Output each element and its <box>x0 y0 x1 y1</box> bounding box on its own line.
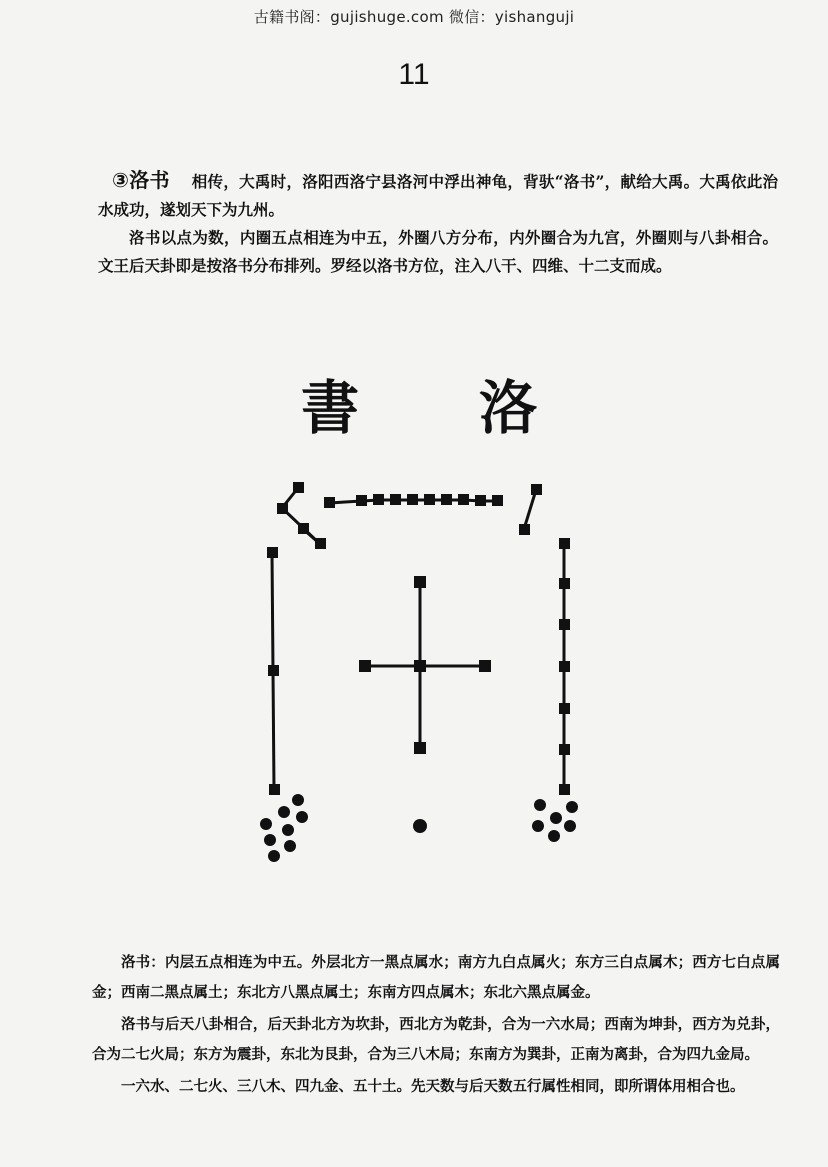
dot <box>268 850 280 862</box>
intro-paragraph-1-text: 相传，大禹时，洛阳西洛宁县洛河中浮出神龟，背驮“洛书”，献给大禹。大禹依此治水成功，遂划天下为九州。 <box>98 172 778 219</box>
dot <box>268 665 279 676</box>
dot <box>315 538 326 549</box>
dot <box>269 784 280 795</box>
intro-paragraph-1 <box>98 166 778 224</box>
dot <box>390 494 401 505</box>
intro-section <box>98 166 778 280</box>
dot <box>559 619 570 630</box>
dot <box>260 818 272 830</box>
dot <box>559 578 570 589</box>
watermark: 古籍书阁：gujishuge.com 微信：yishanguji <box>253 8 575 26</box>
dot <box>407 494 418 505</box>
southwest-two-line <box>524 490 536 529</box>
dot <box>424 494 435 505</box>
dot <box>414 576 426 588</box>
dot <box>373 494 384 505</box>
dot <box>532 820 544 832</box>
dot <box>413 819 427 833</box>
page-number: 11 <box>398 58 430 91</box>
dot <box>267 547 278 558</box>
notes-section <box>92 948 780 1104</box>
dot <box>293 482 304 493</box>
dot <box>324 497 335 508</box>
dot <box>475 495 486 506</box>
dot <box>548 830 560 842</box>
dot <box>564 820 576 832</box>
dot <box>492 495 503 506</box>
dot <box>282 824 294 836</box>
dot <box>550 812 562 824</box>
dot <box>298 523 309 534</box>
section-heading: ③洛书 <box>112 168 170 192</box>
dot <box>284 840 296 852</box>
notes-paragraph-1: 洛书：内层五点相连为中五。外层北方一黑点属水；南方九白点属火；东方三白点属木；西方七白点属金；西南二黑点属土；东北方八黑点属土；东南方四点属木；东北六黑点属金。 <box>92 954 780 1001</box>
dot <box>441 494 452 505</box>
dot <box>519 524 530 535</box>
dot <box>559 538 570 549</box>
dot <box>296 811 308 823</box>
dot <box>356 495 367 506</box>
dot <box>414 660 426 672</box>
dot <box>534 799 546 811</box>
dot <box>278 806 290 818</box>
luoshu-diagram <box>240 360 600 880</box>
dot <box>559 661 570 672</box>
luoshu-dots <box>260 482 578 862</box>
dot <box>559 744 570 755</box>
diagram-title-left: 書 <box>300 374 360 442</box>
dot <box>559 784 570 795</box>
diagram-title-right: 洛 <box>478 374 538 442</box>
luoshu-figure <box>240 360 600 880</box>
intro-paragraph-2: 洛书以点为数，内圈五点相连为中五，外圈八方分布，内外圈合为九宫，外圈则与八卦相合。文王后天卦即是按洛书分布排列。罗经以洛书方位，注入八干、四维、十二支而成。 <box>98 228 778 275</box>
dot <box>277 503 288 514</box>
dot <box>458 494 469 505</box>
dot <box>264 834 276 846</box>
dot <box>566 801 578 813</box>
southeast-four-line <box>282 488 320 544</box>
dot <box>531 484 542 495</box>
notes-paragraph-3: 一六水、二七火、三八木、四九金、五十土。先天数与后天数五行属性相同，即所谓体用相合也。 <box>121 1078 745 1095</box>
dot <box>479 660 491 672</box>
dot <box>414 742 426 754</box>
dot <box>559 703 570 714</box>
dot <box>359 660 371 672</box>
notes-paragraph-2: 洛书与后天八卦相合，后天卦北方为坎卦，西北方为乾卦，合为一六水局；西南为坤卦，西方为兑卦，合为二七火局；东方为震卦，东北为艮卦，合为三八木局；东南方为巽卦，正南为离卦，合为四九金局。 <box>92 1016 780 1063</box>
dot <box>292 794 304 806</box>
